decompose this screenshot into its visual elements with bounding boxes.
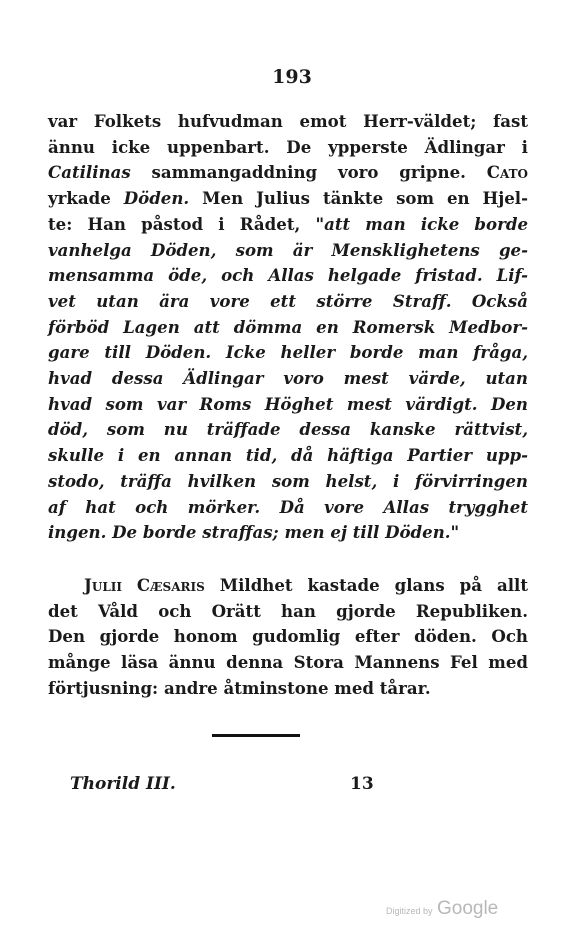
text-segment: sammangaddning voro gripne.: [130, 162, 487, 183]
section-divider-rule: [212, 734, 300, 737]
text-segment: Döden.: [123, 188, 190, 209]
text-segment: Men Julius tänkte som en Hjel-: [189, 188, 528, 209]
text-segment: Cato: [486, 162, 528, 183]
watermark-prefix: Digitized by: [386, 906, 433, 916]
text-line: [48, 109, 528, 135]
text-line: [48, 366, 528, 392]
text-line: [48, 417, 528, 443]
page-number: 193: [272, 66, 312, 88]
text-segment: förtjusning: andre åtminstone med tårar.: [48, 677, 431, 698]
paragraph-quote: [48, 109, 528, 546]
text-segment: vanhelga Döden, som är Mensklighetens ge-: [48, 239, 528, 260]
text-segment: "att man icke borde: [315, 213, 529, 234]
text-segment: månge läsa ännu denna Stora Mannens Fel med: [48, 652, 528, 673]
text-line: [48, 340, 528, 366]
text-segment: ingen. De borde straffas; men ej till Döden.": [48, 522, 460, 543]
text-segment: stodo, träffa hvilken som helst, i förvirringen: [48, 470, 528, 491]
text-line: [48, 650, 528, 676]
watermark-brand: Google: [436, 898, 499, 919]
text-line: [48, 495, 528, 521]
text-segment: Den gjorde honom gudomlig efter döden. Och: [48, 626, 528, 647]
text-segment: vet utan ära vore ett större Straff. Också: [48, 290, 528, 311]
text-segment: mensamma öde, och Allas helgade fristad. Lif-: [48, 265, 528, 286]
text-segment: hvad som var Roms Höghet mest värdigt. Den: [48, 393, 528, 414]
text-segment: det Våld och Orätt han gjorde Republiken.: [48, 600, 528, 621]
text-segment: förböd Lagen att dömma en Romersk Medbor-: [48, 316, 528, 337]
text-segment: te: Han påstod i Rådet,: [48, 213, 316, 234]
text-line: [48, 676, 528, 702]
text-line: [48, 238, 528, 264]
text-segment: skulle i en annan tid, då häftiga Partier upp-: [48, 445, 528, 466]
footer-signature: Thorild III.: [70, 774, 176, 794]
text-line: [48, 392, 528, 418]
text-segment: Julii Cæsaris: [84, 575, 205, 595]
text-segment: ännu icke uppenbart. De ypperste Ädlingar i: [48, 136, 528, 157]
footer-sheet-number: 13: [350, 774, 374, 794]
text-line: [48, 212, 528, 238]
text-segment: yrkade: [48, 188, 124, 209]
text-line: [48, 289, 528, 315]
text-line: [48, 315, 528, 341]
text-line: [48, 186, 528, 212]
text-segment: hvad dessa Ädlingar voro mest värde, utan: [48, 368, 528, 389]
text-line: [48, 443, 528, 469]
text-segment: af hat och mörker. Då vore Allas trygghet: [48, 496, 528, 517]
text-segment: gare till Döden. Icke heller borde man fråga,: [48, 342, 528, 363]
text-line: [48, 624, 528, 650]
text-line: [48, 599, 528, 625]
paragraph-caesar: [48, 573, 528, 702]
text-segment: död, som nu träffade dessa kanske rättvist,: [48, 419, 528, 440]
text-line: [48, 160, 528, 186]
text-segment: Mildhet kastade glans på allt: [204, 575, 528, 595]
text-segment: Catilinas: [48, 162, 131, 183]
text-line: [48, 573, 528, 599]
text-line: [48, 135, 528, 161]
google-watermark: [386, 898, 498, 920]
text-segment: var Folkets hufvudman emot Herr-väldet; fast: [48, 111, 528, 131]
text-line: [48, 469, 528, 495]
text-line: [48, 263, 528, 289]
text-line: [48, 520, 528, 546]
